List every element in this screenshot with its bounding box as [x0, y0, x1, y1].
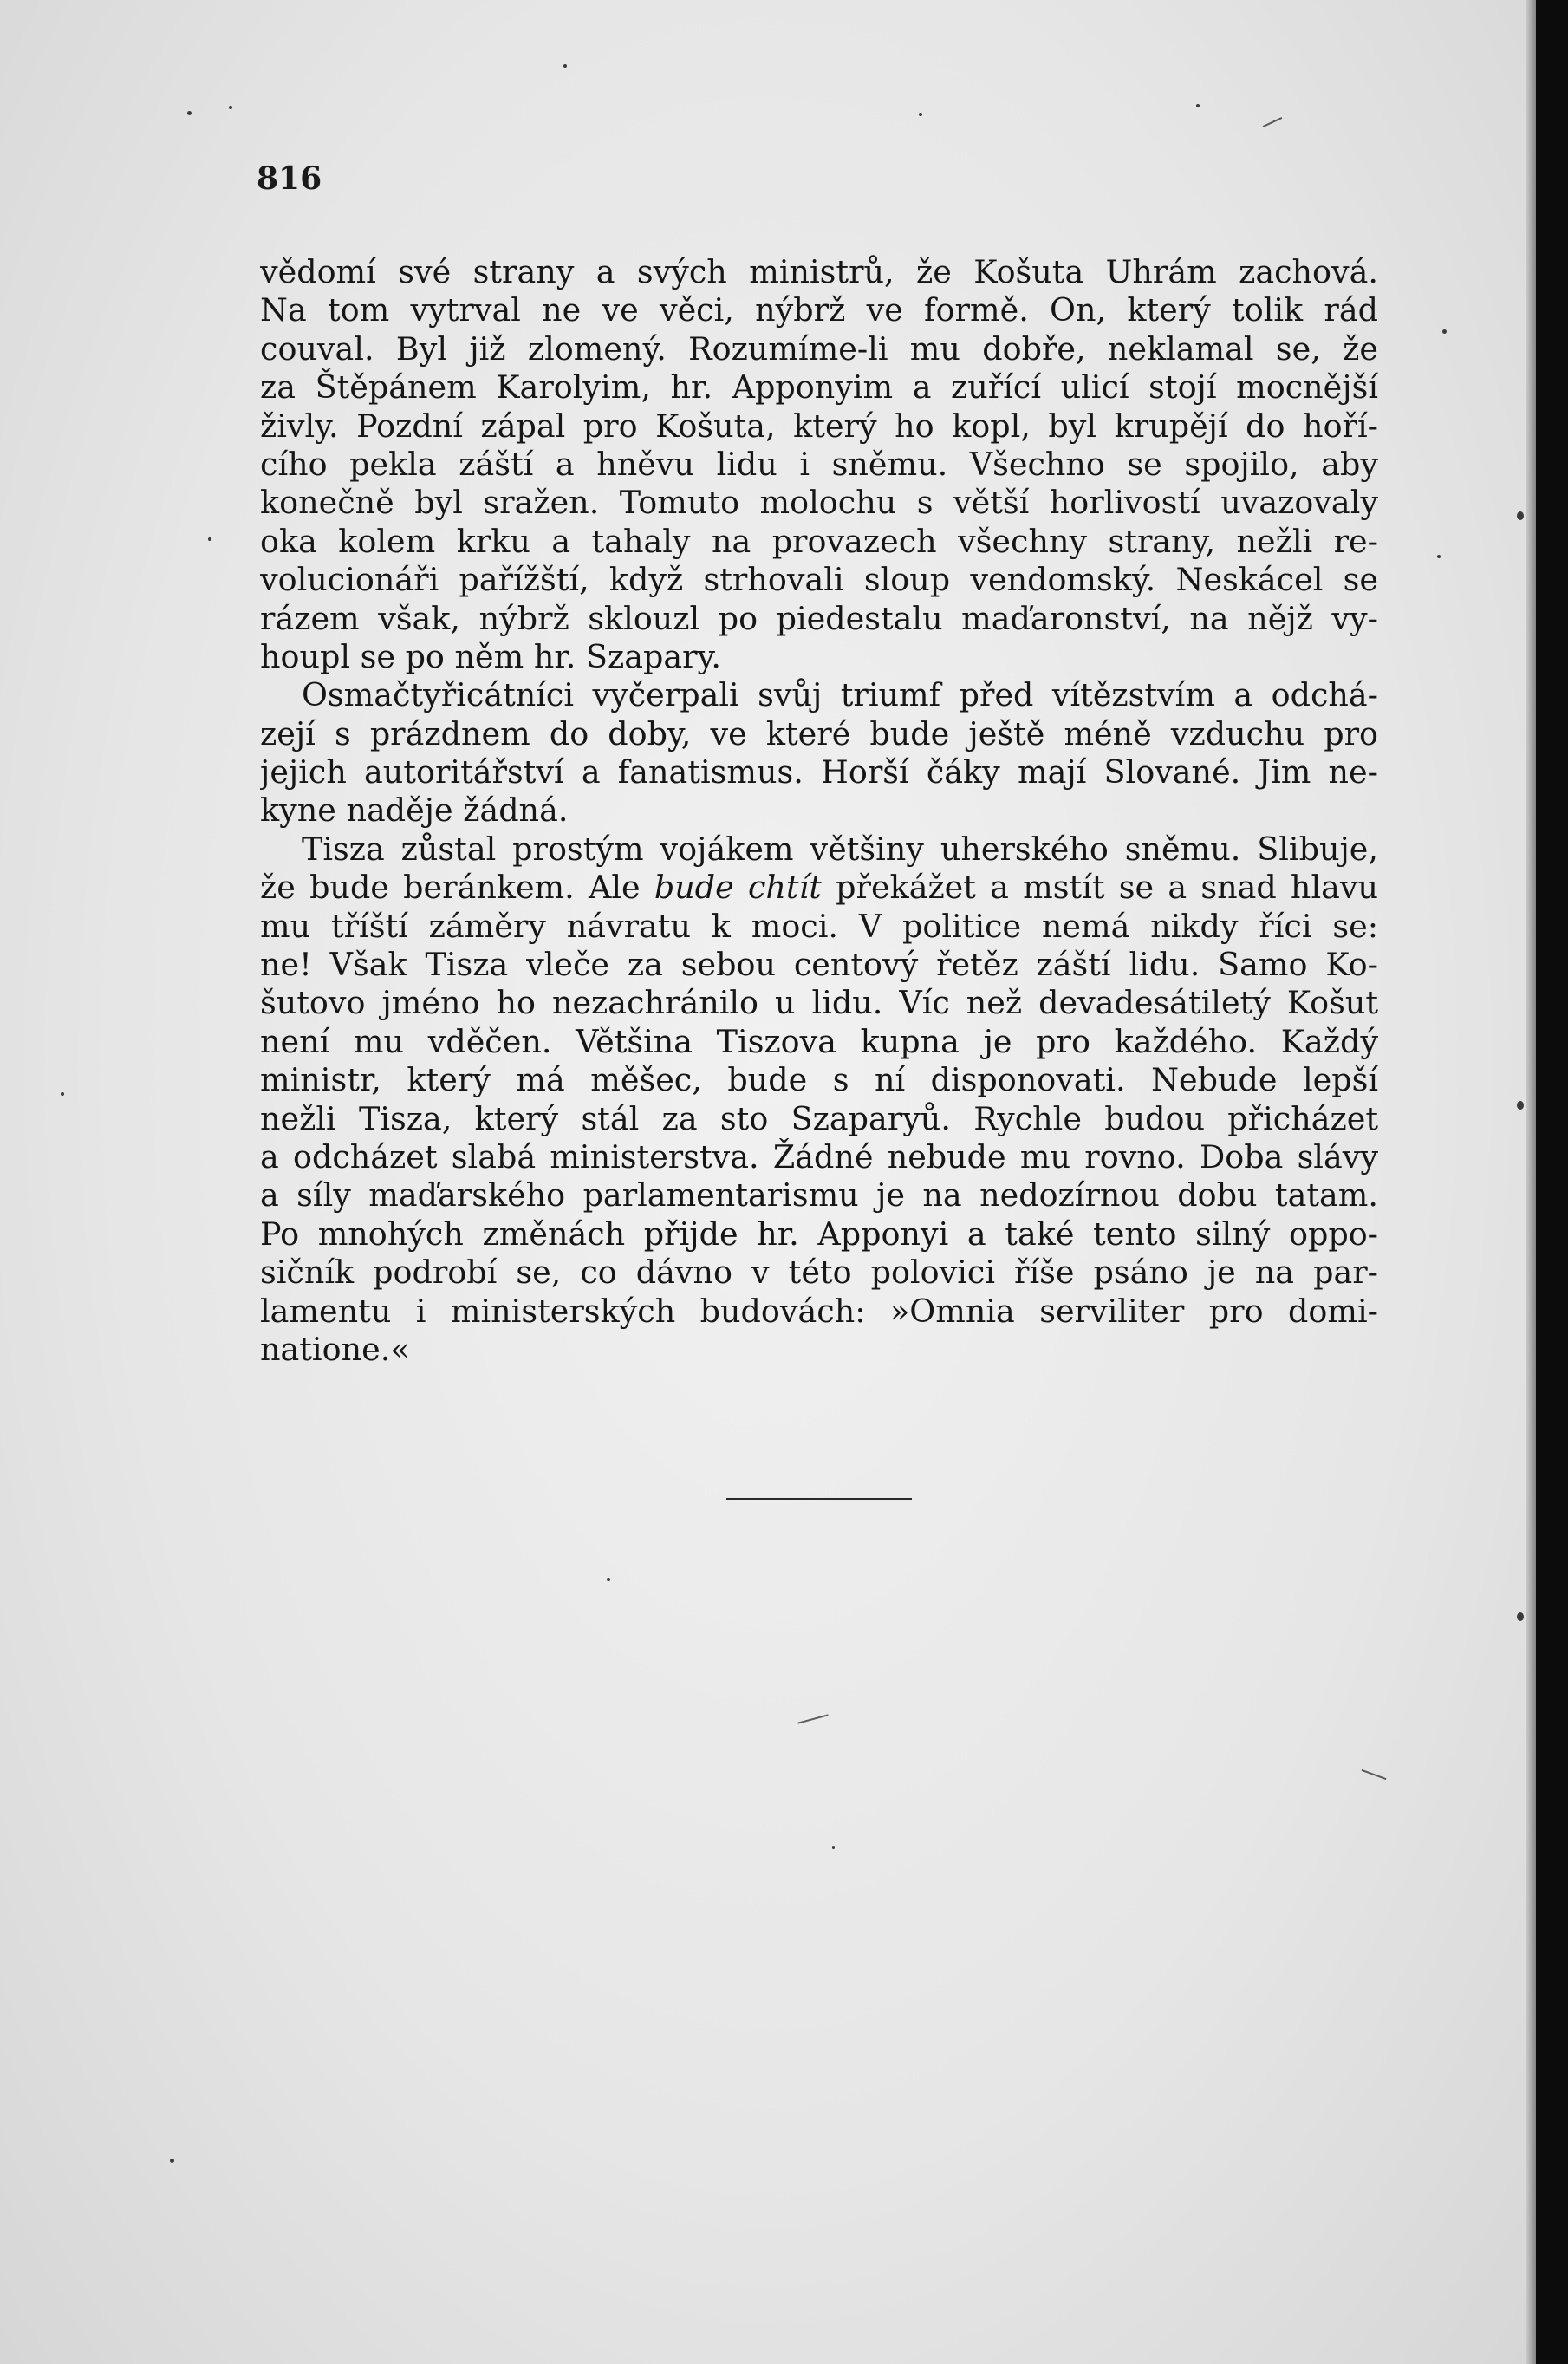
text-line: rázem však, nýbrž sklouzl po piedestalu maďaronství, na nějž vy-: [260, 599, 1378, 637]
text-line: Po mnohých změnách přijde hr. Apponyi a také tento silný oppo-: [260, 1215, 1378, 1253]
scan-scratch: [1362, 1769, 1387, 1780]
scan-speck: [1442, 329, 1447, 334]
scan-speck: [1517, 1101, 1524, 1110]
scan-scratch: [1263, 117, 1283, 127]
text-line: za Štěpánem Karolyim, hr. Apponyim a zuřící ulicí stojí mocnější: [260, 368, 1378, 407]
scan-speck: [187, 111, 192, 115]
text-line: ministr, který má měšec, bude s ní disponovati. Nebude lepší: [260, 1061, 1378, 1099]
text-line: živly. Pozdní zápal pro Košuta, který ho kopl, byl krupějí do hoří-: [260, 407, 1378, 445]
scan-speck: [1517, 511, 1524, 520]
text-line: sičník podrobí se, co dávno v této polovici říše psáno je na par-: [260, 1254, 1378, 1292]
text-line: Na tom vytrval ne ve věci, nýbrž ve formě. On, který tolik rád: [260, 291, 1378, 329]
paragraph-end-line: kyne naděje žádná.: [260, 791, 569, 830]
text-line: oka kolem krku a tahaly na provazech všechny strany, nežli re-: [260, 522, 1378, 560]
text-line: zejí s prázdnem do doby, ve které bude ještě méně vzduchu pro: [260, 714, 1378, 752]
scan-speck: [1196, 104, 1200, 107]
paragraph-end-line: houpl se po něm hr. Szapary.: [260, 637, 721, 675]
text-segment: že bude beránkem. Ale: [260, 869, 654, 907]
scan-speck: [919, 113, 922, 116]
text-line: není mu vděčen. Většina Tiszova kupna je pro každého. Každý: [260, 1022, 1378, 1060]
scan-scratch: [797, 1714, 828, 1723]
scan-border: [1536, 0, 1568, 2364]
text-line: jejich autoritářství a fanatismus. Horší čáky mají Slované. Jim ne-: [260, 753, 1378, 791]
text-line: couval. Byl již zlomený. Rozumíme-li mu dobře, neklamal se, že: [260, 329, 1378, 368]
scan-speck: [563, 64, 567, 68]
text-segment: překážet a mstít se a snad hlavu: [821, 869, 1378, 907]
text-line: vědomí své strany a svých ministrů, že Košuta Uhrám zachová.: [260, 253, 1378, 290]
text-line: šutovo jméno ho nezachránilo u lidu. Víc než devadesátiletý Košut: [260, 984, 1378, 1022]
scan-speck: [208, 537, 211, 541]
scan-speck: [229, 106, 232, 109]
section-separator-rule: [726, 1498, 912, 1500]
scan-speck: [170, 2159, 174, 2163]
text-line: lamentu i ministerských budovách: »Omnia serviliter pro domi-: [260, 1292, 1378, 1330]
text-line: cího pekla záští a hněvu lidu i sněmu. Všechno se spojilo, aby: [260, 445, 1378, 483]
text-line: mu tříští záměry návratu k moci. V politice nemá nikdy říci se:: [260, 907, 1378, 945]
text-line: a síly maďarského parlamentarismu je na nedozírnou dobu tatam.: [260, 1176, 1378, 1215]
body-text: [260, 253, 1378, 1369]
paragraph-start-line: Tisza zůstal prostým vojákem většiny uherského sněmu. Slibuje,: [302, 830, 1378, 868]
text-line: a odcházet slabá ministerstva. Žádné nebude mu rovno. Doba slávy: [260, 1137, 1378, 1175]
italic-phrase: bude chtít: [654, 869, 822, 907]
text-line-with-italic: [260, 869, 1378, 907]
scan-speck: [832, 1846, 835, 1849]
paragraph-end-line: natione.«: [260, 1330, 410, 1368]
scan-speck: [1437, 555, 1441, 558]
text-line: ne! Však Tisza vleče za sebou centový řetěz záští lidu. Samo Ko-: [260, 946, 1378, 984]
page-number: 816: [257, 160, 322, 197]
scan-speck: [1517, 1612, 1524, 1621]
scan-speck: [607, 1578, 610, 1581]
text-line: konečně byl sražen. Tomuto molochu s větší horlivostí uvazovaly: [260, 484, 1378, 522]
text-line: volucionáři pařížští, když strhovali sloup vendomský. Neskácel se: [260, 561, 1378, 599]
scan-speck: [61, 1092, 64, 1096]
text-line: nežli Tisza, který stál za sto Szaparyů. Rychle budou přicházet: [260, 1099, 1378, 1137]
paragraph-start-line: Osmačtyřicátníci vyčerpali svůj triumf před vítězstvím a odchá-: [302, 676, 1378, 714]
